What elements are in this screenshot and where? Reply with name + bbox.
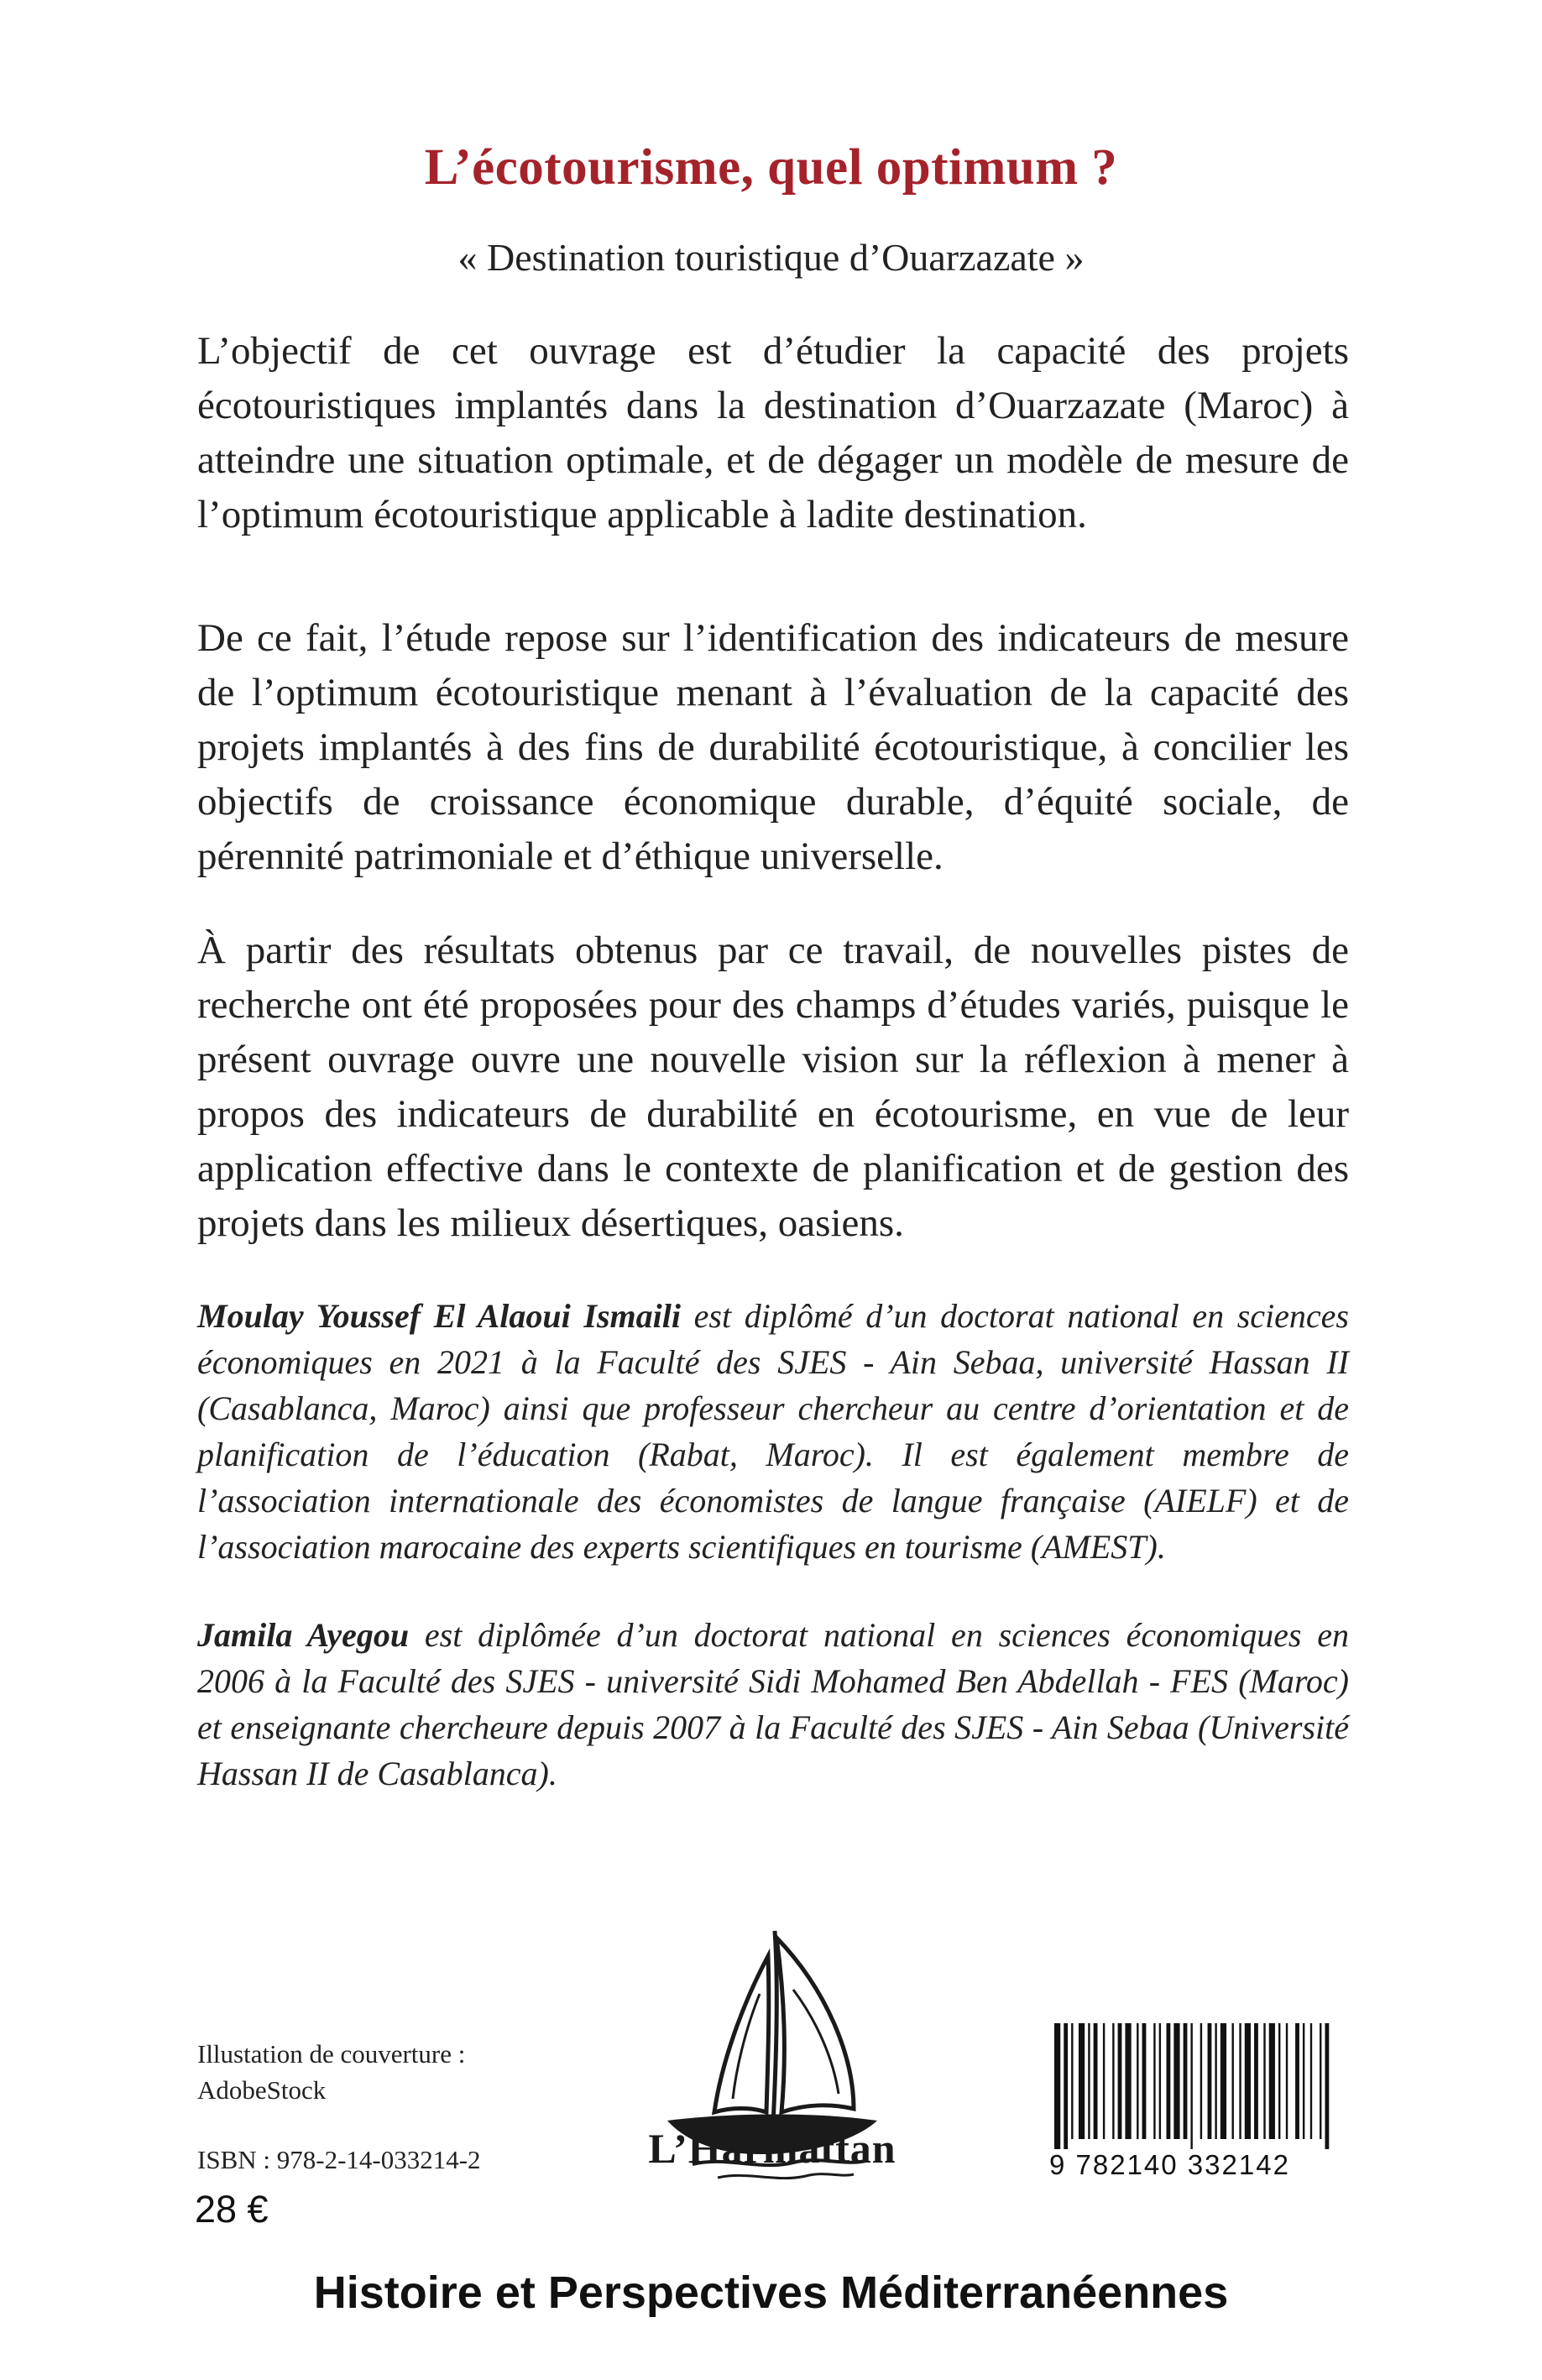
barcode-bar — [1071, 2023, 1073, 2139]
author-bio-text-1: est diplômé d’un doctorat national en sciences économiques en 2021 à la Faculté des SJES - Ain Sebaa, université Hassan II (Casablanca, Maroc) ainsi que professeur chercheur au centre d’orientation et de planification de l’éducation (Rabat, Maroc). Il est également membre de l’association internationale des économistes de langue française (AIELF) et de l’association marocaine des experts scientifiques en tourisme (AMEST). — [197, 1297, 1349, 1566]
barcode-bar — [1278, 2023, 1280, 2139]
barcode-bar — [1142, 2023, 1147, 2139]
barcode-bar — [1054, 2023, 1060, 2149]
isbn: ISBN : 978-2-14-033214-2 — [197, 2145, 481, 2174]
barcode-bar — [1088, 2023, 1090, 2139]
publisher-name: L’Harmattan — [648, 2125, 896, 2172]
barcode — [1049, 2023, 1351, 2191]
barcode-bar — [1118, 2023, 1122, 2139]
barcode-icon — [1049, 2023, 1351, 2149]
barcode-bar — [1221, 2023, 1226, 2139]
book-subtitle: « Destination touristique d’Ouarzazate » — [457, 236, 1085, 279]
barcode-bar — [1215, 2023, 1216, 2139]
barcode-bar — [1263, 2023, 1265, 2139]
barcode-bar — [1190, 2023, 1192, 2149]
barcode-bar — [1079, 2023, 1085, 2139]
author-bio-text-2: est diplômée d’un doctorat national en sciences économiques en 2006 à la Faculté des SJES - université Sidi Mohamed Ben Abdellah - FES (Maroc) et enseignante chercheure depuis 2007 à la Faculté des SJES - Ain Sebaa (Université Hassan II de Casablanca). — [197, 1616, 1349, 1792]
barcode-digits: 9 782140 332142 — [1049, 2149, 1290, 2180]
cover-credit-label: Illustation de couverture : — [197, 2039, 466, 2069]
barcode-bar — [1208, 2023, 1212, 2139]
barcode-bar — [1159, 2023, 1161, 2139]
barcode-bar — [1137, 2023, 1138, 2139]
barcode-bar — [1310, 2023, 1312, 2139]
summary-paragraph-3: À partir des résultats obtenus par ce travail, de nouvelles pistes de recherche ont été proposées pour des champs d’études variés, puisque le présent ouvrage ouvre une nouvelle vision sur la réflexion à mener à propos des indicateurs de durabilité en écotourisme, en vue de leur application effective dans le contexte de planification et de gestion des projets dans les milieux désertiques, oasiens. — [197, 928, 1349, 1245]
barcode-bar — [1303, 2023, 1304, 2139]
barcode-bar — [1239, 2023, 1241, 2139]
barcode-bar — [1231, 2023, 1233, 2139]
author-bio-1 — [197, 1293, 1349, 1570]
barcode-bar — [1184, 2023, 1188, 2139]
barcode-bar — [1064, 2023, 1068, 2149]
price: 28 € — [195, 2188, 269, 2231]
barcode-bar — [1103, 2023, 1105, 2139]
author-name-2: Jamila Ayegou — [197, 1616, 410, 1654]
cover-credit — [197, 2036, 634, 2108]
book-title: L’écotourisme, quel optimum ? — [424, 139, 1118, 196]
barcode-bar — [1173, 2023, 1179, 2139]
barcode-bar — [1153, 2023, 1155, 2139]
barcode-bar — [1200, 2023, 1202, 2139]
barcode-bar — [1269, 2023, 1275, 2139]
barcode-bar — [1254, 2023, 1258, 2139]
summary-paragraph-1: L’objectif de cet ouvrage est d’étudier la capacité des projets écotouristiques implantés dans la destination d’Ouarzazate (Maroc) à atteindre une situation optimale, et de dégager un modèle de mesure de l’optimum écotouristique applicable à ladite destination. — [197, 329, 1349, 536]
barcode-bar — [1245, 2023, 1251, 2139]
author-name-1: Moulay Youssef El Alaoui Ismaili — [197, 1297, 682, 1335]
cover-credit-source: AdobeStock — [197, 2075, 327, 2105]
barcode-bar — [1320, 2023, 1321, 2139]
barcode-bar — [1295, 2023, 1299, 2139]
barcode-bar — [1286, 2023, 1288, 2139]
summary-paragraph-2: De ce fait, l’étude repose sur l’identification des indicateurs de mesure de l’optimum écotouristique menant à l’évaluation de la capacité des projets implantés à des fins de durabilité écotouristique, à concilier les objectifs de croissance économique durable, d’équité sociale, de pérennité patrimoniale et d’éthique universelle. — [197, 616, 1349, 878]
author-bio-2 — [197, 1612, 1349, 1797]
barcode-bar — [1112, 2023, 1114, 2139]
barcode-bar — [1166, 2023, 1170, 2139]
series-title: Histoire et Perspectives Méditerranéennes — [313, 2268, 1229, 2318]
barcode-bar — [1325, 2023, 1329, 2149]
barcode-bar — [1125, 2023, 1131, 2139]
barcode-bar — [1094, 2023, 1098, 2139]
